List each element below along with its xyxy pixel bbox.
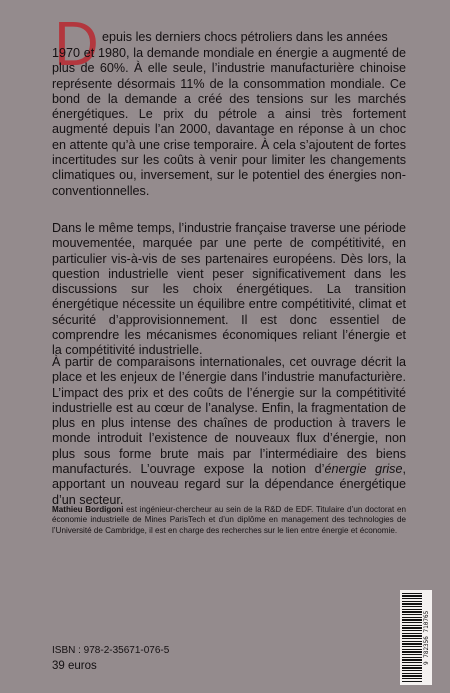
barcode-bars (402, 593, 422, 682)
author-name: Mathieu Bordigoni (52, 505, 124, 514)
paragraph-2 (52, 221, 406, 359)
paragraph-3-before: À partir de comparaisons internationales, cet ouvrage décrit la place et les enjeux de l’énergie dans l’industrie manufacturière. L’impact des prix et des coûts de l’énergie sur la compétitivité industrielle est au cœur de l’analyse. Enfin, la fragmentation de plus en plus intense des chaînes de production à travers le monde introduit l’existence de nouveaux flux d’énergie, non plus sous forme brute mais par l’intermédiaire des biens manufacturés. L’ouvrage expose la notion d’ (52, 355, 406, 477)
price: 39 euros (52, 660, 97, 672)
paragraph-3-text (52, 355, 406, 508)
author-bio (52, 505, 406, 536)
paragraph-1-text: 1970 et 1980, la demande mondiale en énergie a augmenté de plus de 60%. À elle seule, l’industrie manufacturière chinoise représente désormais 11% de la consommation mondiale. Ce bond de la demande a créé des tensions sur les marchés énergétiques. Le prix du pétrole a ainsi très fortement augmenté depuis l’an 2000, davantage en réponse à un choc en attente qu’à une crise temporaire. À cela s’ajoutent de fortes incertitudes sur les coûts à venir pour limiter les changements climatiques ou, inversement, sur le potentiel des énergies non-conventionnelles. (52, 46, 406, 198)
paragraph-3-italic-term: énergie grise (324, 462, 403, 477)
isbn: ISBN : 978-2-35671-076-5 (52, 645, 170, 656)
paragraph-1 (52, 46, 406, 199)
author-bio-text: est ingénieur-chercheur au sein de la R&D de EDF. Titulaire d’un doctorat en économie industrielle de Mines ParisTech et d’un diplôme en management des technologies de l’Université de Cambridge, il est en charge des recherches sur le lien entre énergie et économie. (52, 505, 406, 535)
paragraph-3-after: , apportant un nouveau regard sur la dépendance énergétique d’un secteur. (52, 462, 406, 507)
drop-cap-letter: D (54, 10, 99, 79)
barcode (400, 590, 432, 685)
paragraph-2-text: Dans le même temps, l’industrie française traverse une période mouvementée, marquée par une perte de compétitivité, en particulier vis-à-vis de ses partenaires européens. Dès lors, la question industrielle vient peser significativement dans les discussions sur les choix énergétiques. La transition énergétique nécessite un équilibre entre compétitivité, climat et sécurité d’approvisionnement. Il est donc essentiel de comprendre les mécanismes économiques reliant l’énergie et la compétitivité industrielle. (52, 221, 406, 358)
barcode-number: 9 782356 710765 (423, 610, 430, 665)
paragraph-3 (52, 355, 406, 508)
paragraph-1-first-line: epuis les derniers chocs pétroliers dans les années (102, 30, 388, 44)
